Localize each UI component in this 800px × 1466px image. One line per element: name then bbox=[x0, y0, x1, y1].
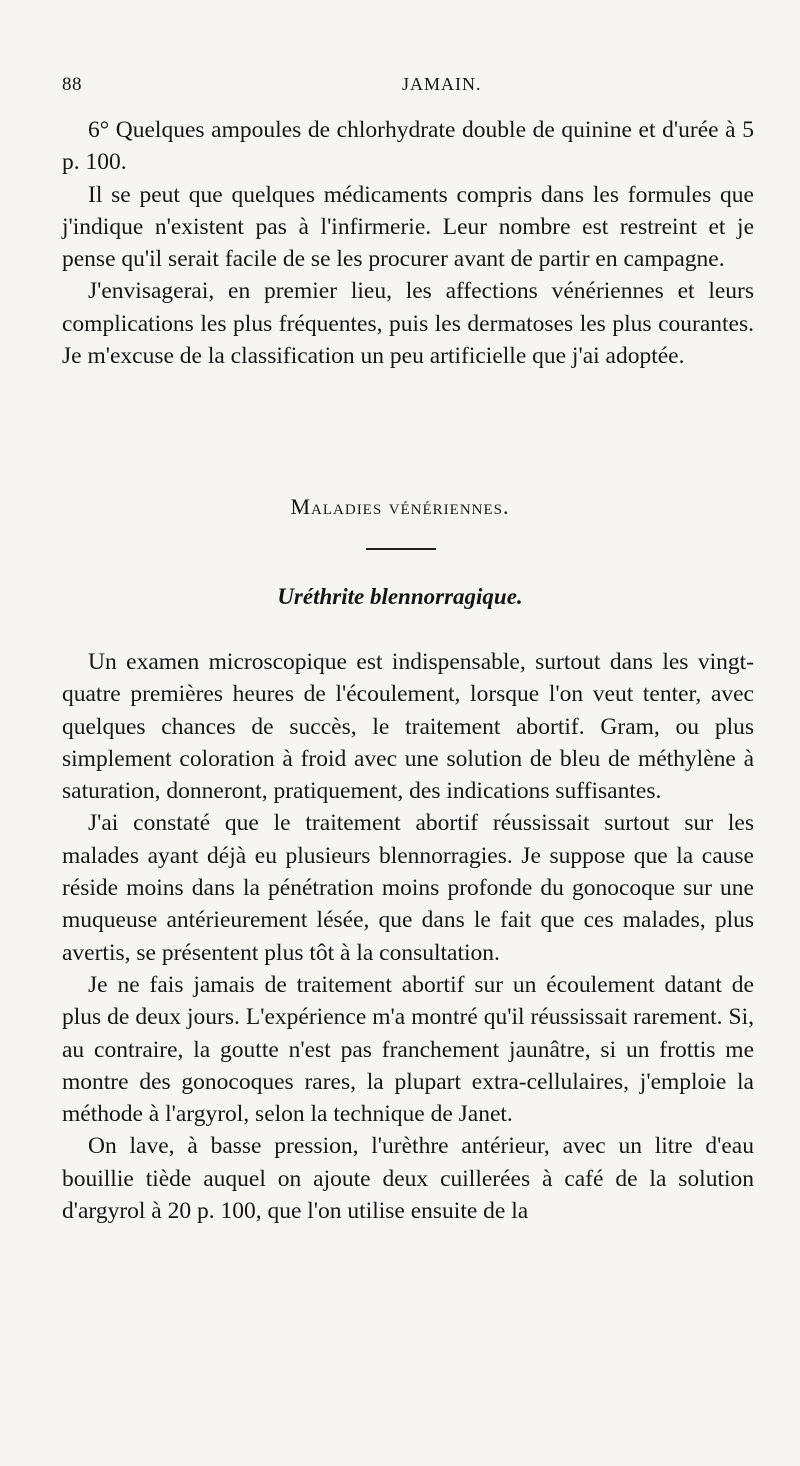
section-title: Maladies vénériennes. bbox=[290, 494, 510, 519]
running-head: JAMAIN. bbox=[402, 74, 482, 94]
paragraph: 6° Quelques ampoules de chlorhydrate double de quinine et d'urée à 5 p. 100. bbox=[62, 117, 754, 176]
page-number: 88 bbox=[62, 74, 82, 95]
section-divider bbox=[366, 548, 436, 550]
section-text-block bbox=[62, 646, 754, 1227]
paragraph: On lave, à basse pression, l'urèthre antérieur, avec un litre d'eau bouillie tiède auquel on ajoute deux cuillerées à café de la solution d'argyrol à 20 p. 100, que l'on utilise ensuite de la bbox=[62, 1133, 754, 1225]
paragraph: Un examen microscopique est indispensable, surtout dans les vingt-quatre premières heures de l'écoulement, lorsque l'on veut tenter, avec quelques chances de succès, le traitement abortif. Gram, ou plus simplement coloration à froid avec une solution de bleu de méthylène à saturation, donneront, pratiquement, des indications suffisantes. bbox=[62, 649, 754, 805]
page-header bbox=[62, 74, 752, 104]
paragraph: Il se peut que quelques médicaments compris dans les formules que j'indique n'existent pas à l'infirmerie. Leur nombre est restreint et je pense qu'il serait facile de se les procurer avant de partir en campagne. bbox=[62, 181, 754, 273]
subsection-title: Uréthrite blennorragique. bbox=[277, 584, 523, 609]
intro-text-block bbox=[62, 114, 754, 372]
paragraph: J'ai constaté que le traitement abortif réussissait surtout sur les malades ayant déjà eu plusieurs blennorragies. Je suppose que la cause réside moins dans la pénétration moins profonde du gonocoque sur une muqueuse antérieurement lésée, que dans le fait que ces malades, plus avertis, se présentent plus tôt à la consultation. bbox=[62, 810, 754, 966]
paragraph: Je ne fais jamais de traitement abortif sur un écoulement datant de plus de deux jours. L'expérience m'a montré qu'il réussissait rarement. Si, au contraire, la goutte n'est pas franchement jaunâtre, si un frottis me montre des gonocoques rares, la plupart extra-cellulaires, j'emploie la méthode à l'argyrol, selon la technique de Janet. bbox=[62, 971, 754, 1128]
paragraph: J'envisagerai, en premier lieu, les affections vénériennes et leurs complications les plus fréquentes, puis les dermatoses les plus courantes. Je m'excuse de la classification un peu artificielle que j'ai adoptée. bbox=[62, 278, 754, 370]
